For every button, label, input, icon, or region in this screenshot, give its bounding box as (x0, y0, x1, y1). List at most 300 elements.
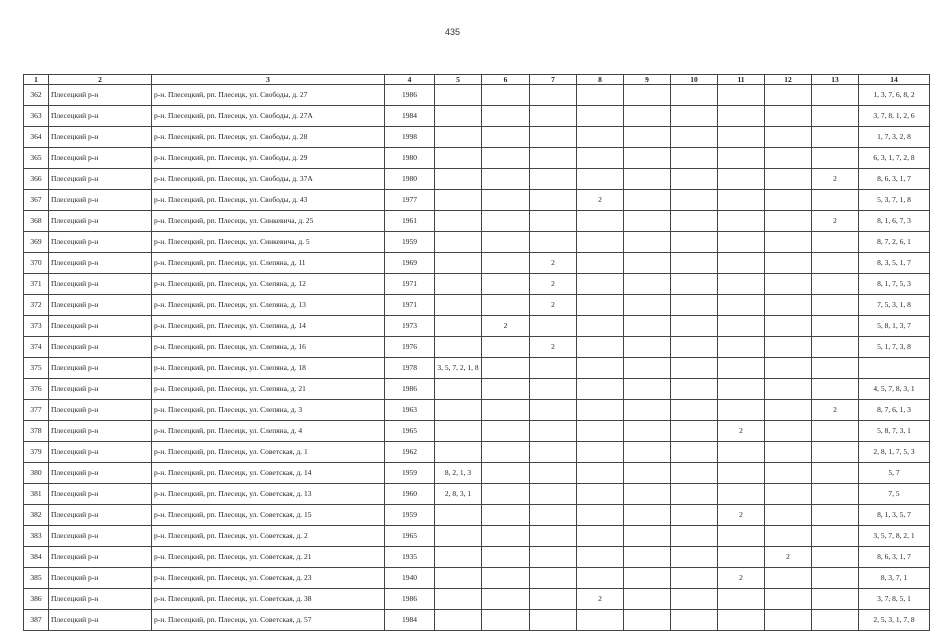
table-cell-col-11 (718, 610, 765, 631)
table-cell-col-10 (671, 589, 718, 610)
table-cell-col-9 (624, 148, 671, 169)
table-cell-col-3: р-н. Плесецкий, рп. Плесецк, ул. Советская, д. 1 (152, 442, 385, 463)
table-cell-col-2: Плесецкий р-н (49, 421, 152, 442)
table-row (24, 589, 930, 610)
table-cell-col-2: Плесецкий р-н (49, 190, 152, 211)
table-cell-col-5 (435, 589, 482, 610)
table-cell-col-11 (718, 190, 765, 211)
table-cell-col-3: р-н. Плесецкий, рп. Плесецк, ул. Синкевича, д. 25 (152, 211, 385, 232)
table-cell-col-3: р-н. Плесецкий, рп. Плесецк, ул. Свободы, д. 28 (152, 127, 385, 148)
table-cell-col-8 (577, 127, 624, 148)
table-cell-col-13 (812, 190, 859, 211)
table-cell-col-10 (671, 400, 718, 421)
table-cell-col-7: 2 (530, 274, 577, 295)
table-cell-col-12 (765, 589, 812, 610)
table-cell-col-7 (530, 442, 577, 463)
table-cell-col-3: р-н. Плесецкий, рп. Плесецк, ул. Слепяна, д. 13 (152, 295, 385, 316)
table-cell-col-1: 368 (24, 211, 49, 232)
table-cell-col-8 (577, 337, 624, 358)
table-cell-col-13: 2 (812, 400, 859, 421)
table-cell-col-11 (718, 463, 765, 484)
table-cell-col-12 (765, 211, 812, 232)
table-cell-col-6 (482, 484, 530, 505)
table-cell-col-9 (624, 526, 671, 547)
table-cell-col-14: 2, 5, 3, 1, 7, 8 (859, 610, 930, 631)
table-cell-col-2: Плесецкий р-н (49, 106, 152, 127)
table-cell-col-6 (482, 106, 530, 127)
table-cell-col-6 (482, 400, 530, 421)
table-cell-col-10 (671, 358, 718, 379)
table-cell-col-4: 1986 (385, 589, 435, 610)
table-cell-col-13 (812, 442, 859, 463)
table-cell-col-4: 1961 (385, 211, 435, 232)
table-cell-col-13 (812, 379, 859, 400)
table-cell-col-12 (765, 400, 812, 421)
table-cell-col-6 (482, 526, 530, 547)
table-cell-col-10 (671, 253, 718, 274)
table-cell-col-10 (671, 610, 718, 631)
table-cell-col-12 (765, 379, 812, 400)
table-cell-col-11 (718, 148, 765, 169)
table-cell-col-14: 8, 1, 3, 5, 7 (859, 505, 930, 526)
table-cell-col-10 (671, 232, 718, 253)
table-cell-col-11 (718, 358, 765, 379)
table-cell-col-7 (530, 526, 577, 547)
table-cell-col-10 (671, 106, 718, 127)
table-cell-col-5 (435, 421, 482, 442)
table-cell-col-11 (718, 211, 765, 232)
table-cell-col-14: 5, 8, 7, 3, 1 (859, 421, 930, 442)
table-cell-col-9 (624, 463, 671, 484)
table-cell-col-1: 378 (24, 421, 49, 442)
table-cell-col-7 (530, 190, 577, 211)
table-cell-col-14: 2, 8, 1, 7, 5, 3 (859, 442, 930, 463)
table-cell-col-3: р-н. Плесецкий, рп. Плесецк, ул. Свободы, д. 27А (152, 106, 385, 127)
table-cell-col-13 (812, 148, 859, 169)
table-cell-col-6 (482, 421, 530, 442)
table-cell-col-11 (718, 127, 765, 148)
table-cell-col-11 (718, 484, 765, 505)
table-cell-col-1: 381 (24, 484, 49, 505)
table-cell-col-7 (530, 421, 577, 442)
table-row (24, 295, 930, 316)
table-cell-col-8 (577, 610, 624, 631)
table-cell-col-9 (624, 547, 671, 568)
table-cell-col-7 (530, 400, 577, 421)
table-cell-col-12 (765, 253, 812, 274)
table-cell-col-7 (530, 505, 577, 526)
table-cell-col-14: 6, 3, 1, 7, 2, 8 (859, 148, 930, 169)
table-cell-col-5 (435, 190, 482, 211)
table-cell-col-2: Плесецкий р-н (49, 85, 152, 106)
table-cell-col-7 (530, 610, 577, 631)
column-header-13: 13 (812, 75, 859, 85)
table-cell-col-6 (482, 274, 530, 295)
table-cell-col-3: р-н. Плесецкий, рп. Плесецк, ул. Синкевича, д. 5 (152, 232, 385, 253)
table-cell-col-1: 382 (24, 505, 49, 526)
table-cell-col-5: 8, 2, 1, 3 (435, 463, 482, 484)
table-cell-col-14: 3, 5, 7, 8, 2, 1 (859, 526, 930, 547)
table-cell-col-14: 8, 3, 5, 1, 7 (859, 253, 930, 274)
table-cell-col-4: 1976 (385, 337, 435, 358)
table-cell-col-1: 379 (24, 442, 49, 463)
table-cell-col-2: Плесецкий р-н (49, 337, 152, 358)
table-cell-col-11 (718, 400, 765, 421)
table-cell-col-12 (765, 526, 812, 547)
table-cell-col-9 (624, 211, 671, 232)
column-header-2: 2 (49, 75, 152, 85)
table-cell-col-8 (577, 526, 624, 547)
table-cell-col-13 (812, 106, 859, 127)
table-cell-col-7 (530, 148, 577, 169)
table-cell-col-3: р-н. Плесецкий, рп. Плесецк, ул. Слепяна, д. 4 (152, 421, 385, 442)
table-cell-col-4: 1977 (385, 190, 435, 211)
table-cell-col-6 (482, 379, 530, 400)
table-cell-col-11 (718, 379, 765, 400)
table-cell-col-6: 2 (482, 316, 530, 337)
table-cell-col-1: 384 (24, 547, 49, 568)
table-cell-col-8 (577, 505, 624, 526)
table-cell-col-8 (577, 253, 624, 274)
table-cell-col-7 (530, 568, 577, 589)
table-cell-col-9 (624, 484, 671, 505)
table-cell-col-12 (765, 610, 812, 631)
table-row (24, 190, 930, 211)
table-cell-col-8 (577, 442, 624, 463)
table-cell-col-14: 8, 1, 6, 7, 3 (859, 211, 930, 232)
table-cell-col-13 (812, 526, 859, 547)
table-cell-col-1: 366 (24, 169, 49, 190)
table-cell-col-10 (671, 484, 718, 505)
table-cell-col-4: 1962 (385, 442, 435, 463)
table-cell-col-3: р-н. Плесецкий, рп. Плесецк, ул. Свободы, д. 29 (152, 148, 385, 169)
table-cell-col-14: 3, 7, 8, 1, 2, 6 (859, 106, 930, 127)
table-row (24, 211, 930, 232)
table-cell-col-2: Плесецкий р-н (49, 484, 152, 505)
table-cell-col-11 (718, 106, 765, 127)
table-cell-col-13: 2 (812, 211, 859, 232)
table-row (24, 127, 930, 148)
table-cell-col-9 (624, 610, 671, 631)
table-cell-col-2: Плесецкий р-н (49, 589, 152, 610)
table-cell-col-6 (482, 253, 530, 274)
table-cell-col-3: р-н. Плесецкий, рп. Плесецк, ул. Слепяна, д. 18 (152, 358, 385, 379)
table-cell-col-11 (718, 337, 765, 358)
table-cell-col-5 (435, 211, 482, 232)
table-cell-col-4: 1959 (385, 505, 435, 526)
table-cell-col-14: 1, 7, 3, 2, 8 (859, 127, 930, 148)
table-row (24, 547, 930, 568)
table-cell-col-7 (530, 463, 577, 484)
table-cell-col-5 (435, 379, 482, 400)
table-cell-col-3: р-н. Плесецкий, рп. Плесецк, ул. Слепяна, д. 11 (152, 253, 385, 274)
table-cell-col-14: 7, 5 (859, 484, 930, 505)
table-cell-col-4: 1971 (385, 274, 435, 295)
table-cell-col-5 (435, 253, 482, 274)
table-cell-col-2: Плесецкий р-н (49, 610, 152, 631)
table-row (24, 610, 930, 631)
table-cell-col-5 (435, 295, 482, 316)
table-cell-col-4: 1940 (385, 568, 435, 589)
table-cell-col-8 (577, 274, 624, 295)
table-cell-col-10 (671, 190, 718, 211)
table-cell-col-8: 2 (577, 190, 624, 211)
table-cell-col-9 (624, 442, 671, 463)
table-cell-col-8 (577, 463, 624, 484)
table-cell-col-2: Плесецкий р-н (49, 442, 152, 463)
table-cell-col-2: Плесецкий р-н (49, 379, 152, 400)
table-cell-col-9 (624, 400, 671, 421)
table-cell-col-1: 385 (24, 568, 49, 589)
table-cell-col-14: 8, 6, 3, 1, 7 (859, 547, 930, 568)
table-cell-col-5 (435, 505, 482, 526)
table-cell-col-6 (482, 211, 530, 232)
table-cell-col-9 (624, 379, 671, 400)
table-cell-col-9 (624, 274, 671, 295)
table-cell-col-5 (435, 106, 482, 127)
table-cell-col-1: 365 (24, 148, 49, 169)
table-cell-col-10 (671, 148, 718, 169)
table-cell-col-14 (859, 358, 930, 379)
table-cell-col-5 (435, 316, 482, 337)
table-cell-col-3: р-н. Плесецкий, рп. Плесецк, ул. Советская, д. 15 (152, 505, 385, 526)
table-cell-col-12 (765, 337, 812, 358)
table-cell-col-9 (624, 505, 671, 526)
table-cell-col-11 (718, 589, 765, 610)
table-cell-col-13 (812, 232, 859, 253)
table-cell-col-8 (577, 211, 624, 232)
table-cell-col-9 (624, 232, 671, 253)
table-cell-col-13 (812, 127, 859, 148)
table-cell-col-4: 1980 (385, 169, 435, 190)
table-row (24, 526, 930, 547)
table-cell-col-7: 2 (530, 337, 577, 358)
table-cell-col-12 (765, 421, 812, 442)
table-row (24, 505, 930, 526)
table-cell-col-4: 1984 (385, 610, 435, 631)
table-cell-col-10 (671, 442, 718, 463)
table-cell-col-2: Плесецкий р-н (49, 127, 152, 148)
table-row (24, 316, 930, 337)
table-cell-col-11 (718, 547, 765, 568)
table-cell-col-1: 380 (24, 463, 49, 484)
table-cell-col-4: 1965 (385, 526, 435, 547)
table-cell-col-12 (765, 484, 812, 505)
table-cell-col-1: 373 (24, 316, 49, 337)
table-cell-col-10 (671, 505, 718, 526)
table-cell-col-4: 1963 (385, 400, 435, 421)
table-row (24, 379, 930, 400)
table-cell-col-8 (577, 484, 624, 505)
table-body (24, 85, 930, 631)
column-header-14: 14 (859, 75, 930, 85)
table-row (24, 274, 930, 295)
table-cell-col-8 (577, 316, 624, 337)
table-cell-col-2: Плесецкий р-н (49, 274, 152, 295)
table-cell-col-6 (482, 610, 530, 631)
table-cell-col-3: р-н. Плесецкий, рп. Плесецк, ул. Советская, д. 13 (152, 484, 385, 505)
table-cell-col-10 (671, 568, 718, 589)
table-cell-col-11 (718, 85, 765, 106)
table-cell-col-1: 383 (24, 526, 49, 547)
table-cell-col-11 (718, 274, 765, 295)
table-cell-col-6 (482, 85, 530, 106)
table-cell-col-11 (718, 169, 765, 190)
table-cell-col-7 (530, 589, 577, 610)
table-cell-col-8 (577, 106, 624, 127)
table-cell-col-9 (624, 358, 671, 379)
table-cell-col-1: 364 (24, 127, 49, 148)
table-cell-col-12 (765, 463, 812, 484)
table-cell-col-3: р-н. Плесецкий, рп. Плесецк, ул. Советская, д. 23 (152, 568, 385, 589)
column-header-10: 10 (671, 75, 718, 85)
table-cell-col-9 (624, 316, 671, 337)
table-cell-col-1: 371 (24, 274, 49, 295)
table-cell-col-2: Плесецкий р-н (49, 169, 152, 190)
table-cell-col-7 (530, 169, 577, 190)
table-cell-col-10 (671, 127, 718, 148)
table-cell-col-1: 387 (24, 610, 49, 631)
table-cell-col-10 (671, 337, 718, 358)
table-cell-col-12 (765, 190, 812, 211)
table-row (24, 85, 930, 106)
table-cell-col-8 (577, 169, 624, 190)
table-cell-col-12 (765, 106, 812, 127)
table-cell-col-2: Плесецкий р-н (49, 526, 152, 547)
table-cell-col-5 (435, 85, 482, 106)
table-cell-col-10 (671, 85, 718, 106)
table-cell-col-7 (530, 85, 577, 106)
table-cell-col-11: 2 (718, 505, 765, 526)
table-cell-col-7 (530, 106, 577, 127)
housing-registry-table (23, 74, 930, 631)
table-cell-col-9 (624, 106, 671, 127)
table-cell-col-1: 374 (24, 337, 49, 358)
table-cell-col-6 (482, 547, 530, 568)
table-cell-col-3: р-н. Плесецкий, рп. Плесецк, ул. Слепяна, д. 21 (152, 379, 385, 400)
table-cell-col-13 (812, 463, 859, 484)
column-header-5: 5 (435, 75, 482, 85)
table-cell-col-14: 8, 3, 7, 1 (859, 568, 930, 589)
table-cell-col-4: 1971 (385, 295, 435, 316)
table-cell-col-7 (530, 316, 577, 337)
table-cell-col-4: 1959 (385, 463, 435, 484)
table-cell-col-14: 7, 5, 3, 1, 8 (859, 295, 930, 316)
table-cell-col-12 (765, 295, 812, 316)
table-cell-col-2: Плесецкий р-н (49, 568, 152, 589)
table-cell-col-13 (812, 421, 859, 442)
column-header-1: 1 (24, 75, 49, 85)
table-cell-col-13 (812, 484, 859, 505)
column-header-7: 7 (530, 75, 577, 85)
table-cell-col-6 (482, 589, 530, 610)
table-cell-col-3: р-н. Плесецкий, рп. Плесецк, ул. Слепяна, д. 12 (152, 274, 385, 295)
table-row (24, 463, 930, 484)
table-cell-col-2: Плесецкий р-н (49, 232, 152, 253)
table-cell-col-3: р-н. Плесецкий, рп. Плесецк, ул. Советская, д. 21 (152, 547, 385, 568)
table-cell-col-10 (671, 295, 718, 316)
table-cell-col-6 (482, 127, 530, 148)
table-cell-col-9 (624, 127, 671, 148)
table-cell-col-12 (765, 442, 812, 463)
table-cell-col-6 (482, 463, 530, 484)
column-header-3: 3 (152, 75, 385, 85)
table-cell-col-9 (624, 337, 671, 358)
table-cell-col-3: р-н. Плесецкий, рп. Плесецк, ул. Слепяна, д. 3 (152, 400, 385, 421)
table-cell-col-11 (718, 442, 765, 463)
table-cell-col-8 (577, 232, 624, 253)
page-number: 435 (444, 27, 461, 37)
table-cell-col-13 (812, 568, 859, 589)
table-cell-col-14: 5, 7 (859, 463, 930, 484)
table-cell-col-13 (812, 274, 859, 295)
table-cell-col-5 (435, 568, 482, 589)
table-cell-col-5 (435, 274, 482, 295)
table-cell-col-8 (577, 295, 624, 316)
table-cell-col-12 (765, 316, 812, 337)
table-cell-col-7 (530, 127, 577, 148)
table-cell-col-11 (718, 316, 765, 337)
table-cell-col-12 (765, 274, 812, 295)
table-cell-col-7 (530, 211, 577, 232)
table-cell-col-8 (577, 568, 624, 589)
table-cell-col-7 (530, 379, 577, 400)
table-cell-col-8 (577, 148, 624, 169)
table-cell-col-14: 8, 6, 3, 1, 7 (859, 169, 930, 190)
table-cell-col-2: Плесецкий р-н (49, 148, 152, 169)
column-header-4: 4 (385, 75, 435, 85)
table-cell-col-2: Плесецкий р-н (49, 505, 152, 526)
table-row (24, 568, 930, 589)
table-cell-col-2: Плесецкий р-н (49, 316, 152, 337)
table-cell-col-1: 369 (24, 232, 49, 253)
table-cell-col-1: 377 (24, 400, 49, 421)
column-header-9: 9 (624, 75, 671, 85)
table-cell-col-9 (624, 253, 671, 274)
table-cell-col-4: 1960 (385, 484, 435, 505)
table-cell-col-12 (765, 505, 812, 526)
table-cell-col-11 (718, 253, 765, 274)
table-cell-col-3: р-н. Плесецкий, рп. Плесецк, ул. Свободы, д. 27 (152, 85, 385, 106)
table-cell-col-7 (530, 232, 577, 253)
table-cell-col-4: 1986 (385, 85, 435, 106)
table-cell-col-1: 362 (24, 85, 49, 106)
table-cell-col-6 (482, 442, 530, 463)
table-cell-col-1: 367 (24, 190, 49, 211)
column-header-12: 12 (765, 75, 812, 85)
table-cell-col-5 (435, 169, 482, 190)
table-cell-col-10 (671, 421, 718, 442)
table-cell-col-3: р-н. Плесецкий, рп. Плесецк, ул. Советская, д. 14 (152, 463, 385, 484)
table-cell-col-14: 5, 3, 7, 1, 8 (859, 190, 930, 211)
table-cell-col-10 (671, 463, 718, 484)
table-cell-col-12 (765, 232, 812, 253)
table-cell-col-13 (812, 253, 859, 274)
table-cell-col-1: 375 (24, 358, 49, 379)
table-cell-col-6 (482, 148, 530, 169)
table-cell-col-13 (812, 295, 859, 316)
table-cell-col-6 (482, 358, 530, 379)
table-cell-col-4: 1998 (385, 127, 435, 148)
table-cell-col-12 (765, 148, 812, 169)
table-cell-col-4: 1935 (385, 547, 435, 568)
table-cell-col-7: 2 (530, 253, 577, 274)
table-cell-col-5 (435, 400, 482, 421)
table-cell-col-3: р-н. Плесецкий, рп. Плесецк, ул. Советская, д. 2 (152, 526, 385, 547)
table-cell-col-13 (812, 547, 859, 568)
table-cell-col-9 (624, 169, 671, 190)
column-header-8: 8 (577, 75, 624, 85)
